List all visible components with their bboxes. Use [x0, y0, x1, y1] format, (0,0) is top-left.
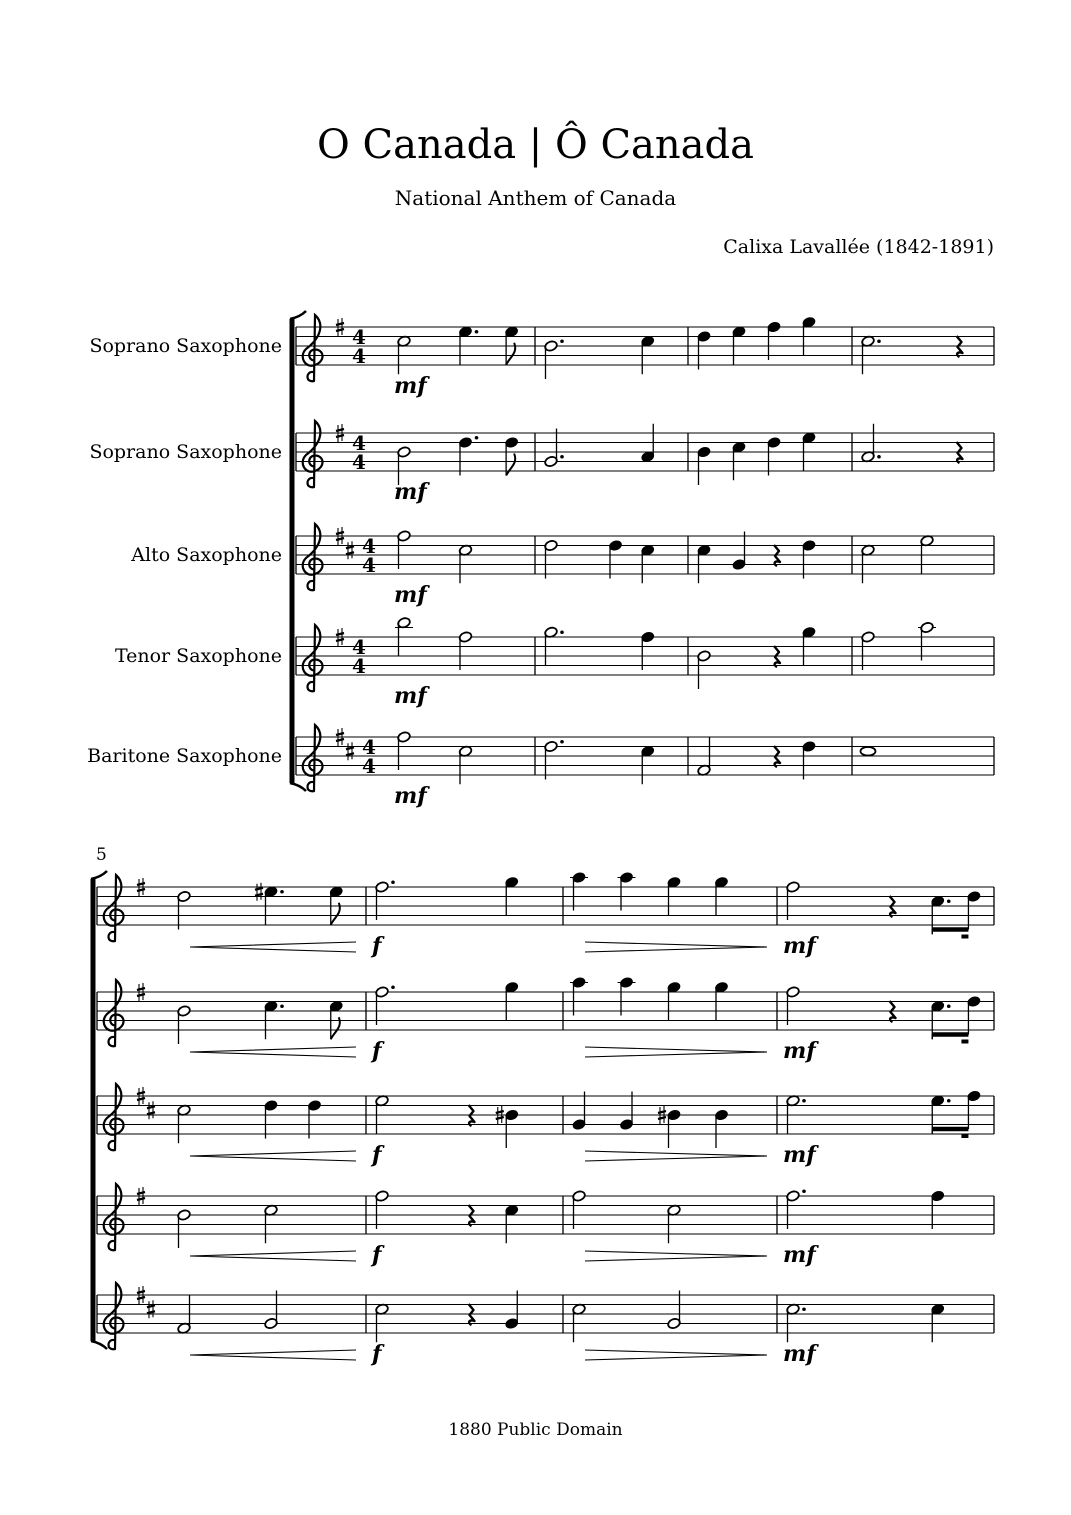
instrument-name: Baritone Saxophone — [87, 745, 282, 767]
crescendo-hairpin — [190, 1151, 356, 1161]
dynamic-marking: mf — [394, 582, 427, 608]
treble-clef-curve — [104, 1084, 124, 1150]
dynamic-marking: mf — [783, 933, 816, 959]
sharp-bar — [336, 532, 344, 534]
time-signature-numerator: 4 — [362, 735, 376, 759]
time-signature-denominator: 4 — [362, 553, 376, 577]
treble-clef — [104, 1184, 124, 1250]
augmentation-dot — [877, 339, 881, 343]
time-signature-denominator: 4 — [352, 654, 366, 678]
augmentation-dot — [391, 985, 395, 989]
sharp-bar — [346, 546, 354, 548]
time-signature-numerator: 4 — [362, 534, 376, 558]
sharp-bar — [346, 747, 354, 749]
treble-clef — [303, 524, 323, 590]
dynamic-marking: f — [372, 1341, 382, 1367]
bracket-hook — [290, 311, 306, 319]
augmentation-dot — [877, 455, 881, 459]
dynamic-marking: mf — [394, 783, 427, 809]
augmentation-dot — [560, 740, 564, 744]
augmentation-dot — [391, 880, 395, 884]
sharp-bar — [336, 739, 344, 741]
key-signature-sharp — [147, 1300, 155, 1318]
time-signature-denominator: 4 — [352, 344, 366, 368]
treble-clef-curve — [104, 1184, 124, 1250]
key-signature-sharp — [147, 1101, 155, 1119]
decrescendo-hairpin — [585, 1251, 767, 1261]
time-signature-denominator: 4 — [352, 450, 366, 474]
augmentation-dot — [560, 339, 564, 343]
augmentation-dot — [947, 1099, 951, 1103]
dynamic-marking: mf — [783, 1341, 816, 1367]
sharp-bar — [346, 753, 354, 755]
augmentation-dot — [802, 1099, 806, 1103]
treble-clef — [104, 875, 124, 941]
sharp-bar — [336, 429, 344, 431]
staff — [97, 1295, 994, 1367]
bracket-hook — [91, 871, 107, 879]
note-head — [861, 747, 876, 756]
sharp-bar — [336, 538, 344, 540]
augmentation-dot — [280, 890, 284, 894]
key-signature-sharp — [346, 541, 354, 559]
time-signature-numerator: 4 — [352, 635, 366, 659]
sharp-bar — [658, 1117, 666, 1119]
sharp-bar — [137, 1297, 145, 1299]
crescendo-hairpin — [190, 942, 356, 952]
staff — [97, 1196, 994, 1268]
sharp-bar — [137, 988, 145, 990]
staff — [97, 992, 994, 1064]
treble-clef-curve — [303, 524, 323, 590]
note-flag — [506, 454, 515, 476]
treble-clef-curve — [303, 421, 323, 487]
sharp-bar — [346, 552, 354, 554]
time-signature-numerator: 4 — [352, 431, 366, 455]
sharp-bar — [336, 329, 344, 331]
decrescendo-hairpin — [585, 1151, 767, 1161]
crescendo-hairpin — [190, 1047, 356, 1057]
sharp-bar — [147, 1305, 155, 1307]
sharp-bar — [137, 1198, 145, 1200]
dynamic-marking: f — [372, 933, 382, 959]
augmentation-dot — [802, 1307, 806, 1311]
staff — [97, 1096, 994, 1168]
system-2 — [91, 871, 994, 1367]
sharp-bar — [137, 1291, 145, 1293]
treble-clef-curve — [104, 980, 124, 1046]
sharp-bar — [137, 1092, 145, 1094]
instrument-name: Soprano Saxophone — [89, 441, 282, 463]
augmentation-dot — [475, 436, 479, 440]
staff — [97, 887, 994, 959]
crescendo-hairpin — [190, 1350, 356, 1360]
treble-clef — [104, 980, 124, 1046]
treble-clef — [104, 1084, 124, 1150]
score-title: O Canada | Ô Canada — [317, 122, 754, 168]
sharp-bar — [255, 894, 263, 896]
augmentation-dot — [560, 455, 564, 459]
dynamic-marking: mf — [783, 1242, 816, 1268]
augmentation-dot — [947, 899, 951, 903]
sharp-bar — [137, 994, 145, 996]
score-subtitle: National Anthem of Canada — [394, 186, 677, 210]
bracket-hook — [91, 1341, 107, 1349]
sharp-bar — [658, 1111, 666, 1113]
augmentation-dot — [802, 1189, 806, 1193]
dynamic-marking: mf — [783, 1142, 816, 1168]
sharp-bar — [137, 1192, 145, 1194]
instrument-name: Alto Saxophone — [131, 544, 282, 566]
treble-clef — [303, 421, 323, 487]
decrescendo-hairpin — [585, 1047, 767, 1057]
treble-clef-curve — [104, 1283, 124, 1349]
sharp-bar — [147, 1112, 155, 1114]
key-signature-sharp — [346, 742, 354, 760]
treble-clef — [104, 1283, 124, 1349]
composer-credit: Calixa Lavallée (1842-1891) — [723, 236, 994, 258]
measure-number: 5 — [96, 845, 107, 865]
dynamic-marking: f — [372, 1038, 382, 1064]
staff — [89, 325, 994, 399]
decrescendo-hairpin — [585, 1350, 767, 1360]
time-signature-denominator: 4 — [362, 754, 376, 778]
sharp-bar — [336, 733, 344, 735]
crescendo-hairpin — [190, 1251, 356, 1261]
instrument-name: Tenor Saxophone — [114, 645, 282, 667]
sharp-bar — [496, 1117, 504, 1119]
treble-clef-curve — [104, 875, 124, 941]
sharp-bar — [336, 323, 344, 325]
treble-clef-curve — [303, 725, 323, 791]
sharp-bar — [147, 1311, 155, 1313]
treble-clef-curve — [303, 315, 323, 381]
treble-clef — [303, 625, 323, 691]
treble-clef — [303, 315, 323, 381]
system-1 — [87, 311, 994, 809]
augmentation-dot — [475, 330, 479, 334]
staff — [87, 735, 994, 809]
dynamic-marking: f — [372, 1242, 382, 1268]
copyright-notice: 1880 Public Domain — [448, 1420, 623, 1440]
dynamic-marking: f — [372, 1142, 382, 1168]
augmentation-dot — [280, 1004, 284, 1008]
dynamic-marking: mf — [394, 683, 427, 709]
sharp-bar — [255, 888, 263, 890]
instrument-name: Soprano Saxophone — [89, 335, 282, 357]
staff — [89, 431, 994, 505]
treble-clef-curve — [303, 625, 323, 691]
dynamic-marking: mf — [783, 1038, 816, 1064]
sharp-bar — [336, 435, 344, 437]
sharp-bar — [137, 883, 145, 885]
sharp-bar — [496, 1111, 504, 1113]
augmentation-dot — [947, 1004, 951, 1008]
accidental-sharp — [255, 883, 263, 901]
decrescendo-hairpin — [585, 942, 767, 952]
dynamic-marking: mf — [394, 479, 427, 505]
sharp-bar — [137, 1098, 145, 1100]
sharp-bar — [336, 639, 344, 641]
time-signature-numerator: 4 — [352, 325, 366, 349]
dynamic-marking: mf — [394, 373, 427, 399]
sharp-bar — [147, 1106, 155, 1108]
treble-clef — [303, 725, 323, 791]
bracket-hook — [290, 783, 306, 791]
sharp-bar — [137, 889, 145, 891]
sharp-bar — [336, 633, 344, 635]
augmentation-dot — [560, 630, 564, 634]
staff — [130, 534, 994, 608]
